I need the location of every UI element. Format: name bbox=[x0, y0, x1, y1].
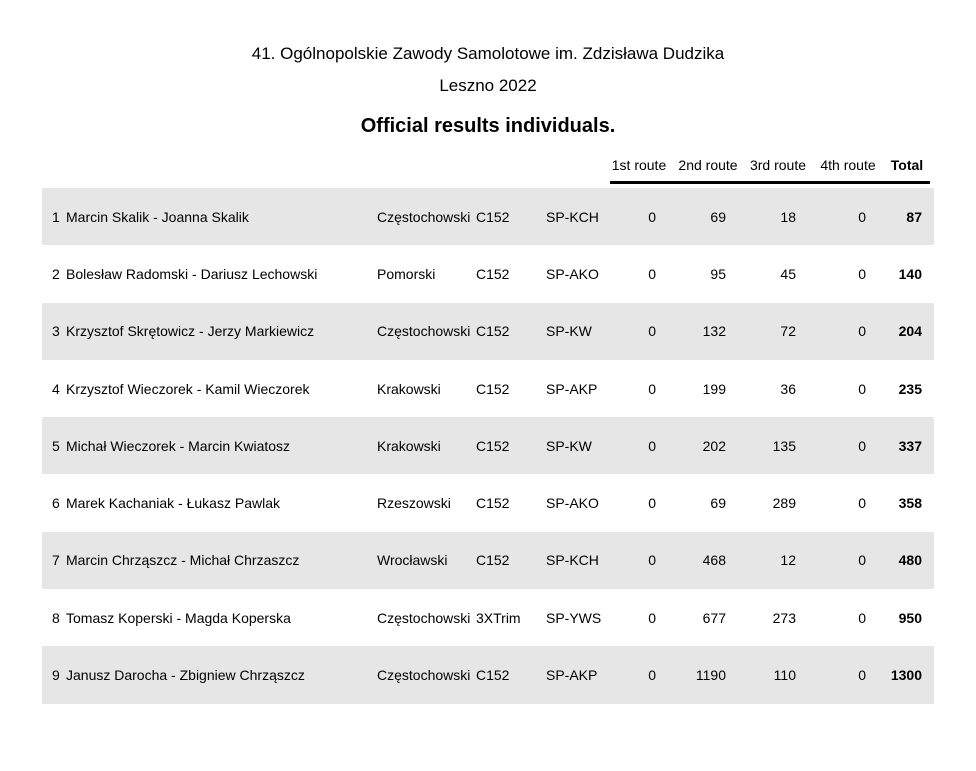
route4-score: 0 bbox=[858, 380, 866, 397]
route4-score: 0 bbox=[858, 609, 866, 626]
route4-score: 0 bbox=[858, 265, 866, 282]
total-score: 358 bbox=[898, 495, 922, 512]
route3-score: 110 bbox=[773, 667, 796, 684]
club: Częstochowski bbox=[377, 609, 471, 626]
aircraft-type: C152 bbox=[476, 552, 510, 569]
route1-score: 0 bbox=[648, 208, 656, 225]
total-score: 950 bbox=[898, 609, 922, 626]
club: Krakowski bbox=[377, 437, 441, 454]
registration: SP-KCH bbox=[546, 208, 599, 225]
rank: 9 bbox=[52, 667, 60, 684]
route1-score: 0 bbox=[648, 323, 656, 340]
route3-score: 289 bbox=[772, 495, 796, 512]
aircraft-type: C152 bbox=[476, 495, 510, 512]
registration: SP-KW bbox=[546, 323, 592, 340]
club: Krakowski bbox=[377, 380, 441, 397]
results-heading: Official results individuals. bbox=[360, 115, 616, 137]
crew-names: Krzysztof Skrętowicz - Jerzy Markiewicz bbox=[66, 323, 315, 340]
competition-title: 41. Ogólnopolskie Zawody Samolotowe im. Zdzisława Dudzika bbox=[251, 44, 725, 63]
total-score: 235 bbox=[898, 380, 922, 397]
rank: 4 bbox=[52, 380, 60, 397]
route2-score: 1190 bbox=[695, 667, 726, 684]
route4-score: 0 bbox=[858, 208, 866, 225]
rank: 6 bbox=[52, 495, 60, 512]
club: Pomorski bbox=[377, 265, 436, 282]
route1-score: 0 bbox=[648, 265, 656, 282]
registration: SP-AKO bbox=[546, 495, 599, 512]
column-header-route4: 4th route bbox=[820, 157, 876, 173]
route2-score: 202 bbox=[702, 437, 726, 454]
rank: 8 bbox=[52, 609, 60, 626]
table-row bbox=[42, 303, 934, 360]
route4-score: 0 bbox=[858, 323, 866, 340]
aircraft-type: 3XTrim bbox=[476, 609, 521, 626]
crew-names: Michał Wieczorek - Marcin Kwiatosz bbox=[66, 437, 291, 454]
club: Wrocławski bbox=[377, 552, 448, 569]
aircraft-type: C152 bbox=[476, 323, 510, 340]
table-row bbox=[42, 589, 934, 646]
table-row bbox=[42, 360, 934, 417]
route1-score: 0 bbox=[648, 380, 656, 397]
route4-score: 0 bbox=[858, 667, 866, 684]
competition-location-year: Leszno 2022 bbox=[439, 76, 537, 95]
route3-score: 273 bbox=[772, 609, 796, 626]
rank: 5 bbox=[52, 437, 60, 454]
crew-names: Krzysztof Wieczorek - Kamil Wieczorek bbox=[66, 380, 310, 397]
club: Częstochowski bbox=[377, 208, 471, 225]
aircraft-type: C152 bbox=[476, 380, 510, 397]
route2-score: 69 bbox=[710, 495, 726, 512]
route3-score: 36 bbox=[780, 380, 796, 397]
rank: 1 bbox=[52, 208, 60, 225]
column-header-route1: 1st route bbox=[611, 157, 667, 173]
route1-score: 0 bbox=[648, 552, 656, 569]
column-header-total: Total bbox=[890, 157, 924, 173]
column-header-route3: 3rd route bbox=[749, 157, 807, 173]
route3-score: 72 bbox=[780, 323, 796, 340]
aircraft-type: C152 bbox=[476, 437, 510, 454]
route1-score: 0 bbox=[648, 609, 656, 626]
club: Rzeszowski bbox=[377, 495, 451, 512]
table-row bbox=[42, 646, 934, 703]
route2-score: 468 bbox=[702, 552, 726, 569]
route4-score: 0 bbox=[858, 437, 866, 454]
registration: SP-KW bbox=[546, 437, 592, 454]
crew-names: Janusz Darocha - Zbigniew Chrząszcz bbox=[66, 667, 305, 684]
aircraft-type: C152 bbox=[476, 208, 510, 225]
route3-score: 18 bbox=[780, 208, 796, 225]
column-header-route2: 2nd route bbox=[678, 157, 738, 173]
aircraft-type: C152 bbox=[476, 667, 510, 684]
route3-score: 45 bbox=[780, 265, 796, 282]
rank: 2 bbox=[52, 265, 60, 282]
results-table bbox=[42, 188, 934, 704]
aircraft-type: C152 bbox=[476, 265, 510, 282]
route2-score: 677 bbox=[702, 609, 726, 626]
route2-score: 95 bbox=[710, 265, 726, 282]
route1-score: 0 bbox=[648, 495, 656, 512]
crew-names: Marcin Skalik - Joanna Skalik bbox=[66, 208, 249, 225]
table-row bbox=[42, 417, 934, 474]
rank: 7 bbox=[52, 552, 60, 569]
route2-score: 132 bbox=[702, 323, 726, 340]
table-row bbox=[42, 245, 934, 302]
crew-names: Tomasz Koperski - Magda Koperska bbox=[66, 609, 291, 626]
route1-score: 0 bbox=[648, 667, 656, 684]
registration: SP-AKO bbox=[546, 265, 599, 282]
total-score: 140 bbox=[898, 265, 922, 282]
registration: SP-AKP bbox=[546, 667, 598, 684]
table-row bbox=[42, 188, 934, 245]
registration: SP-YWS bbox=[546, 609, 602, 626]
route4-score: 0 bbox=[858, 552, 866, 569]
route3-score: 135 bbox=[772, 437, 796, 454]
total-score: 1300 bbox=[890, 667, 922, 684]
crew-names: Marcin Chrząszcz - Michał Chrzaszcz bbox=[66, 552, 300, 569]
total-score: 204 bbox=[898, 323, 922, 340]
route2-score: 199 bbox=[702, 380, 726, 397]
registration: SP-AKP bbox=[546, 380, 598, 397]
route3-score: 12 bbox=[780, 552, 796, 569]
total-score: 87 bbox=[906, 208, 922, 225]
route1-score: 0 bbox=[648, 437, 656, 454]
route4-score: 0 bbox=[858, 495, 866, 512]
table-row bbox=[42, 474, 934, 531]
rank: 3 bbox=[52, 323, 60, 340]
total-score: 480 bbox=[898, 552, 922, 569]
total-score: 337 bbox=[898, 437, 922, 454]
club: Częstochowski bbox=[377, 323, 471, 340]
header-rule bbox=[610, 181, 930, 184]
registration: SP-KCH bbox=[546, 552, 599, 569]
club: Częstochowski bbox=[377, 667, 471, 684]
route2-score: 69 bbox=[710, 208, 726, 225]
crew-names: Bolesław Radomski - Dariusz Lechowski bbox=[66, 265, 318, 282]
table-row bbox=[42, 532, 934, 589]
crew-names: Marek Kachaniak - Łukasz Pawlak bbox=[66, 495, 280, 512]
